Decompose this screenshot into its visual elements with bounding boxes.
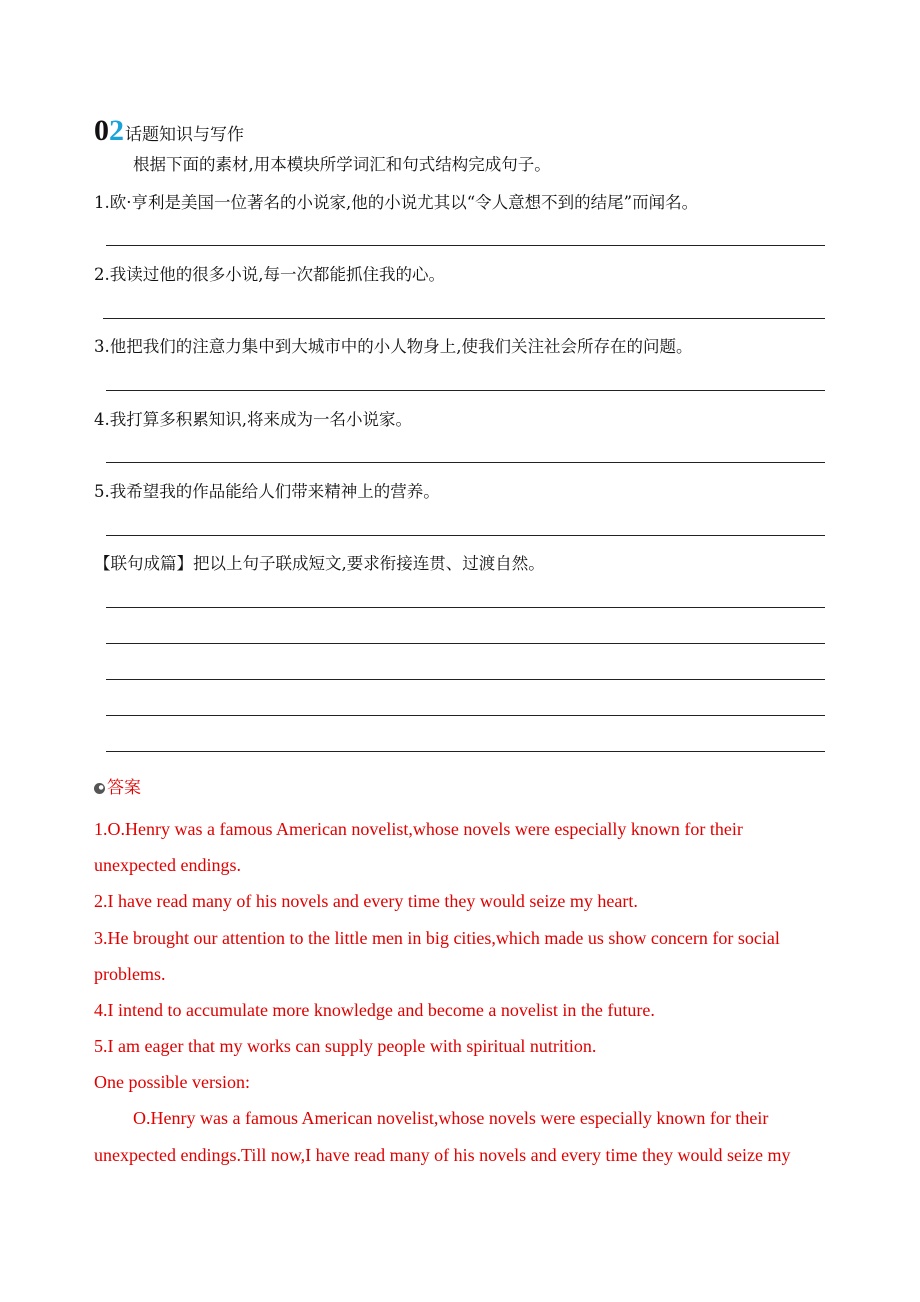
- answer-line-4[interactable]: [106, 462, 825, 463]
- compose-line-1[interactable]: [106, 607, 825, 608]
- answer-label: 答案: [107, 778, 141, 798]
- section-number-two: 2: [109, 114, 124, 147]
- item-4: 4.我打算多积累知识,将来成为一名小说家。: [94, 410, 412, 429]
- answer-line-text-2: unexpected endings.: [94, 855, 241, 875]
- answer-line-text-6: 4.I intend to accumulate more knowledge and become a novelist in the future.: [94, 1000, 655, 1020]
- answer-line-text-10: unexpected endings.Till now,I have read many of his novels and every time they would seize my: [94, 1145, 791, 1165]
- compose-line-5[interactable]: [106, 751, 825, 752]
- answer-line-text-8: One possible version:: [94, 1072, 250, 1092]
- answer-line-2[interactable]: [103, 318, 825, 319]
- instruction-text: 根据下面的素材,用本模块所学词汇和句式结构完成句子。: [133, 155, 551, 174]
- answer-bullet-icon: [94, 783, 105, 794]
- compose-prompt: 【联句成篇】把以上句子联成短文,要求衔接连贯、过渡自然。: [94, 554, 545, 573]
- compose-line-3[interactable]: [106, 679, 825, 680]
- section-heading: [94, 112, 244, 146]
- compose-line-4[interactable]: [106, 715, 825, 716]
- answer-line-text-1: 1.O.Henry was a famous American novelist,whose novels were especially known for their: [94, 819, 743, 839]
- item-5: 5.我希望我的作品能给人们带来精神上的营养。: [94, 482, 440, 501]
- item-1: 1.欧·亨利是美国一位著名的小说家,他的小说尤其以“令人意想不到的结尾”而闻名。: [94, 193, 699, 212]
- answer-line-1[interactable]: [106, 245, 825, 246]
- answer-line-text-5: problems.: [94, 964, 166, 984]
- answer-line-text-4: 3.He brought our attention to the little men in big cities,which made us show concern for social: [94, 928, 780, 948]
- compose-line-2[interactable]: [106, 643, 825, 644]
- section-title: 话题知识与写作: [125, 125, 244, 145]
- answer-line-text-7: 5.I am eager that my works can supply people with spiritual nutrition.: [94, 1036, 597, 1056]
- item-3: 3.他把我们的注意力集中到大城市中的小人物身上,使我们关注社会所存在的问题。: [94, 337, 693, 356]
- answer-line-3[interactable]: [106, 390, 825, 391]
- answer-line-text-9: O.Henry was a famous American novelist,whose novels were especially known for their: [133, 1108, 769, 1128]
- answer-line-5[interactable]: [106, 535, 825, 536]
- section-number-zero: 0: [94, 114, 109, 147]
- item-2: 2.我读过他的很多小说,每一次都能抓住我的心。: [94, 265, 445, 284]
- answer-line-text-3: 2.I have read many of his novels and every time they would seize my heart.: [94, 891, 638, 911]
- answer-header: [94, 776, 141, 800]
